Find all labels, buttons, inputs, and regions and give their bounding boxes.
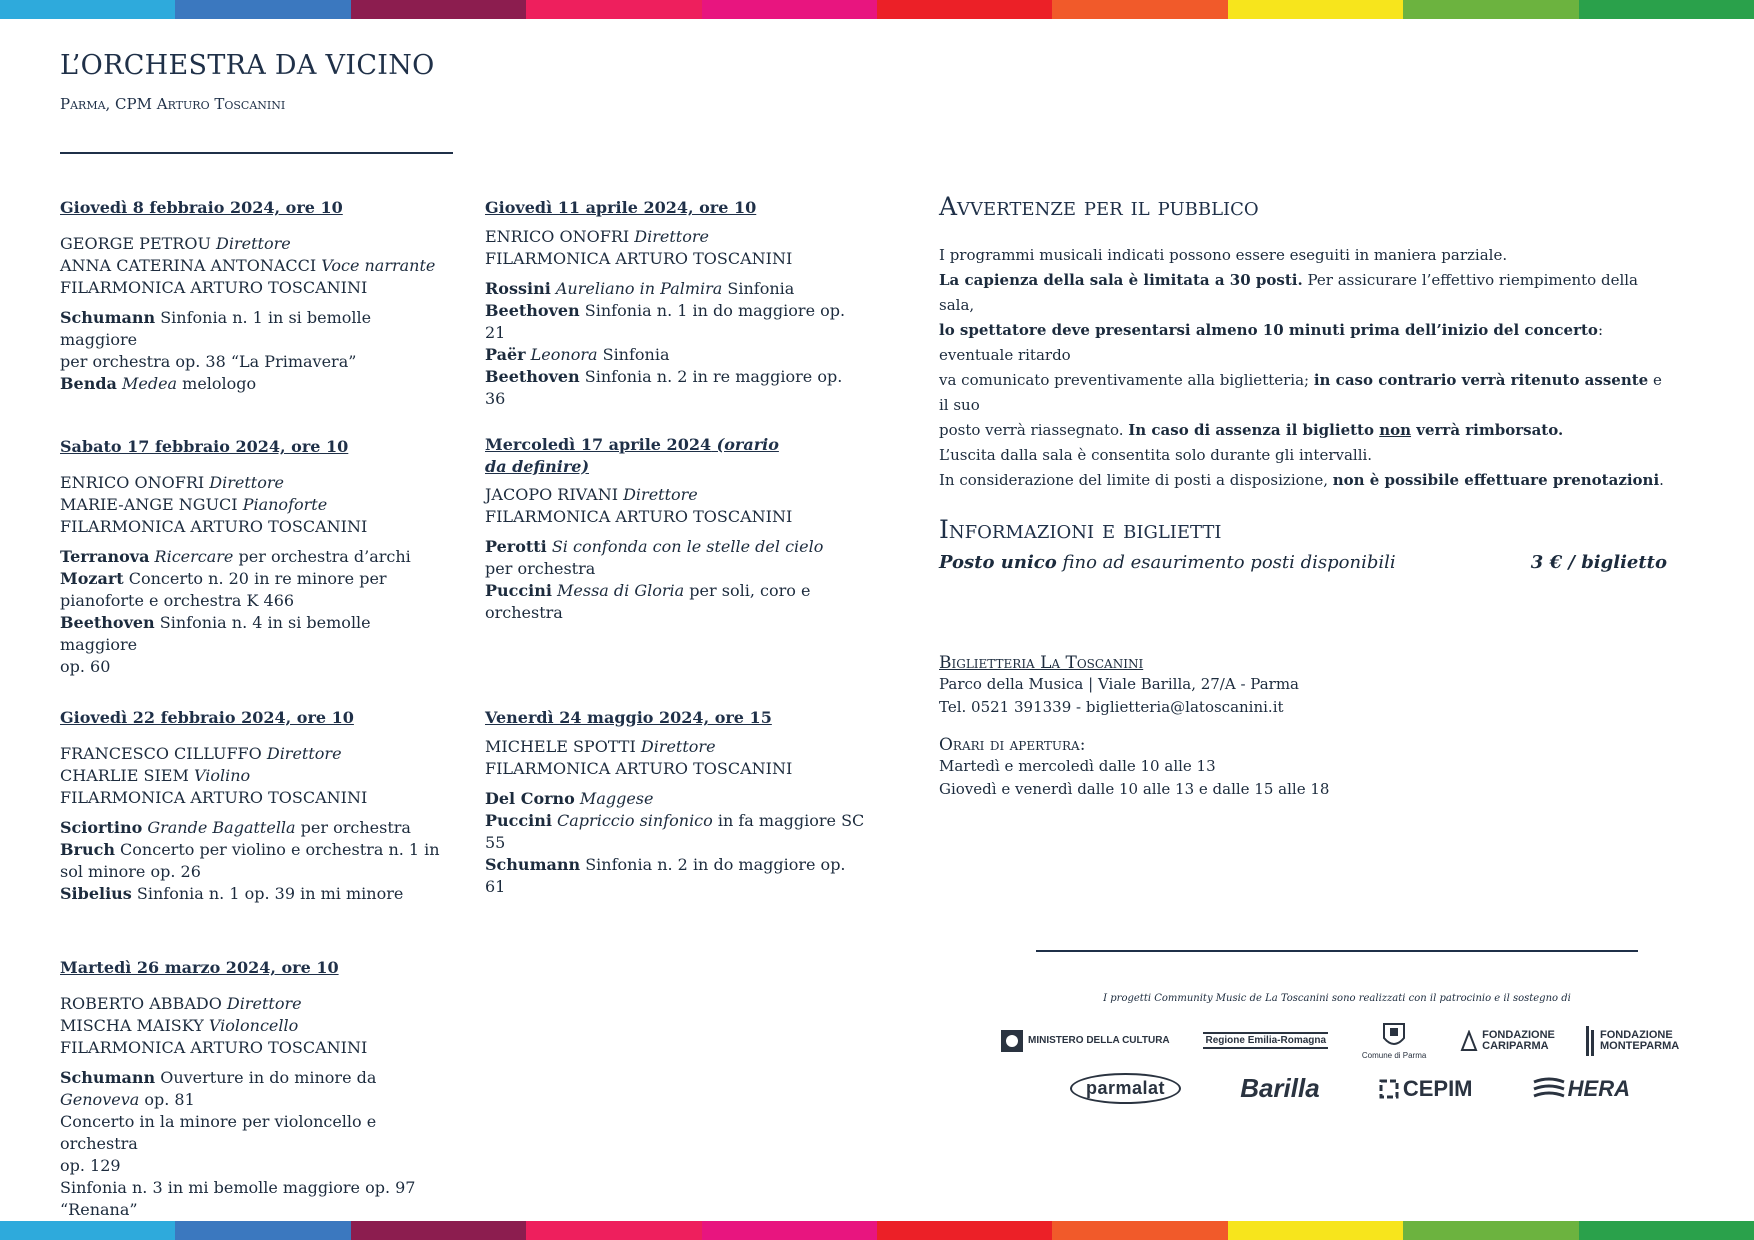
event-date: Giovedì 8 febbraio 2024, ore 10 (60, 198, 343, 217)
work-detail: orchestra (485, 603, 563, 622)
performer-name: FRANCESCO CILLUFFO (60, 744, 267, 763)
performer-name: FILARMONICA ARTURO TOSCANINI (60, 517, 368, 536)
performer-role: Direttore (226, 994, 302, 1013)
work-title: Leonora (525, 345, 598, 364)
program-line (60, 546, 440, 568)
stripe-segment (351, 1221, 526, 1240)
cariparma-mark-icon (1460, 1030, 1478, 1052)
work-detail: per orchestra op. 38 “La Primavera” (60, 352, 357, 371)
concert-event (60, 707, 440, 905)
performer-name: ROBERTO ABBADO (60, 994, 227, 1013)
event-date: Giovedì 22 febbraio 2024, ore 10 (60, 708, 354, 727)
performer-line (60, 255, 440, 277)
notice-line: In considerazione del limite di posti a disposizione, (939, 471, 1333, 489)
program-line (485, 854, 865, 898)
composer: Terranova (60, 547, 150, 566)
program-line (60, 351, 440, 373)
sponsor-logos-row-2 (1070, 1073, 1630, 1104)
program-line (60, 1089, 440, 1111)
performer-line (485, 226, 865, 248)
program-line (60, 839, 440, 861)
work-title: Ricercare (149, 547, 234, 566)
ticket-description (939, 552, 1396, 573)
performer-line (485, 736, 865, 758)
work-detail: Concerto per violino e orchestra n. 1 in (114, 840, 440, 859)
hera-waves-icon (1532, 1076, 1566, 1102)
composer: Puccini (485, 811, 552, 830)
work-detail: sol minore op. 26 (60, 862, 201, 881)
logo-text: CEPIM (1402, 1076, 1473, 1101)
fondazione-cariparma-logo (1460, 1028, 1555, 1052)
notice-line: posto verrà riassegnato. (939, 421, 1129, 439)
notice-text (939, 243, 1667, 493)
info-section (939, 515, 1667, 573)
composer: Sciortino (60, 818, 143, 837)
top-color-stripe (0, 0, 1754, 19)
work-detail: pianoforte e orchestra K 466 (60, 591, 295, 610)
work-detail: op. 129 (60, 1156, 121, 1175)
work-title: Maggese (574, 789, 654, 808)
performer-line (60, 233, 440, 255)
notice-line: I programmi musicali indicati possono essere eseguiti in maniera parziale. (939, 246, 1508, 264)
concert-event (60, 436, 440, 678)
performer-name: FILARMONICA ARTURO TOSCANINI (60, 1038, 368, 1057)
program-line (60, 656, 440, 678)
event-date: Sabato 17 febbraio 2024, ore 10 (60, 437, 349, 456)
work-detail: Concerto in la minore per violoncello e orchestra (60, 1112, 377, 1153)
event-date-text: Mercoledì 17 aprile 2024 (485, 435, 712, 454)
program-line (60, 590, 440, 612)
work-detail: Sinfonia n. 4 in si bemolle maggiore (60, 613, 371, 654)
performer-line (60, 277, 440, 299)
stripe-segment (702, 0, 877, 19)
concert-event (60, 197, 440, 395)
comune-parma-logo (1362, 1020, 1426, 1061)
work-detail: 21 (485, 323, 506, 342)
composer: Beethoven (60, 613, 155, 632)
sponsor-logos-row-1 (1000, 1020, 1680, 1061)
performer-line (60, 993, 440, 1015)
notice-bold: verrà rimborsato. (1411, 421, 1564, 439)
program-line (60, 612, 440, 656)
stripe-segment (0, 1221, 175, 1240)
performer-role: Violoncello (208, 1016, 299, 1035)
work-title: Aureliano in Palmira (550, 279, 723, 298)
work-title: Grande Bagattella (142, 818, 296, 837)
program-line (485, 580, 865, 602)
performer-name: FILARMONICA ARTURO TOSCANINI (485, 507, 793, 526)
work-title: Medea (116, 374, 178, 393)
performer-name: FILARMONICA ARTURO TOSCANINI (485, 759, 793, 778)
composer: Rossini (485, 279, 551, 298)
stripe-segment (1403, 1221, 1578, 1240)
notice-heading: Avvertenze per il pubblico (939, 192, 1259, 221)
performer-name: MICHELE SPOTTI (485, 737, 641, 756)
program-line (485, 810, 865, 832)
composer: Mozart (60, 569, 124, 588)
work-detail: Concerto n. 20 in re minore per (123, 569, 387, 588)
performer-name: ENRICO ONOFRI (60, 473, 210, 492)
performer-line (60, 494, 440, 516)
notice-line: e il suo (939, 371, 1662, 414)
work-detail: Ouverture in do minore da (155, 1068, 377, 1087)
performer-line (60, 743, 440, 765)
program-line (485, 366, 865, 410)
stripe-segment (877, 0, 1052, 19)
performer-role: Direttore (209, 473, 284, 492)
work-detail: per orchestra (295, 818, 411, 837)
program-line (485, 602, 865, 624)
box-office-contacts: Tel. 0521 391339 - biglietteria@latoscanini.it (939, 698, 1284, 716)
composer: Bruch (60, 840, 115, 859)
work-detail: “Renana” (60, 1200, 138, 1219)
stripe-segment (175, 0, 350, 19)
performer-role: Direttore (623, 485, 698, 504)
program-line (60, 568, 440, 590)
city-crest-icon (1381, 1020, 1407, 1050)
stripe-segment (351, 0, 526, 19)
program-line (60, 1155, 440, 1177)
notice-line: : eventuale ritardo (939, 321, 1604, 364)
performer-line (60, 1015, 440, 1037)
notice-line: . (1659, 471, 1664, 489)
stripe-segment (1403, 0, 1578, 19)
composer: Sibelius (60, 884, 132, 903)
program-line (60, 373, 440, 395)
logo-text: HERA (1567, 1076, 1630, 1101)
performer-name: ENRICO ONOFRI (485, 227, 635, 246)
composer: Paër (485, 345, 526, 364)
performer-name: GEORGE PETROU (60, 234, 217, 253)
performer-name: MISCHA MAISKY (60, 1016, 209, 1035)
notice-bold: lo spettatore deve presentarsi almeno 10 minuti prima dell’inizio del concerto (939, 321, 1598, 339)
cepim-mark-icon (1379, 1079, 1399, 1099)
hours-line: Giovedì e venerdì dalle 10 alle 13 e dalle 15 alle 18 (939, 780, 1330, 798)
work-detail: per soli, coro e (684, 581, 811, 600)
work-detail: Sinfonia n. 1 in do maggiore op. (579, 301, 846, 320)
program-line (60, 307, 440, 351)
stripe-segment (702, 1221, 877, 1240)
info-heading: Informazioni e biglietti (939, 515, 1222, 544)
event-date: Martedì 26 marzo 2024, ore 10 (60, 958, 339, 977)
stripe-segment (1228, 0, 1403, 19)
performer-name: FILARMONICA ARTURO TOSCANINI (60, 788, 368, 807)
program-line (485, 344, 865, 366)
composer: Benda (60, 374, 117, 393)
page-title: L’ORCHESTRA DA VICINO (60, 50, 435, 81)
performer-line (485, 506, 865, 528)
work-detail: Sinfonia (597, 345, 670, 364)
box-office-title: Biglietteria La Toscanini (939, 653, 1144, 673)
work-detail: per orchestra (485, 559, 596, 578)
divider (60, 152, 453, 154)
event-date (485, 434, 805, 478)
stripe-segment (1052, 1221, 1227, 1240)
work-detail: 55 (485, 833, 506, 852)
divider (1036, 950, 1638, 952)
work-title: Messa di Gloria (551, 581, 685, 600)
work-detail: op. 60 (60, 657, 111, 676)
program-line (60, 817, 440, 839)
ticket-bold: Posto unico (939, 552, 1057, 573)
notice-bold-underlined: non (1379, 421, 1412, 439)
monteparma-mark-icon (1586, 1026, 1596, 1056)
program-line (60, 1067, 440, 1089)
work-detail: in fa maggiore SC (712, 811, 865, 830)
program-line (485, 278, 865, 300)
notice-line: Per assicurare l’effettivo riempimento della sala, (939, 271, 1638, 314)
performer-line (485, 484, 865, 506)
ministry-emblem-icon (1000, 1029, 1024, 1053)
performer-line (60, 787, 440, 809)
program-line (485, 300, 865, 322)
program-line (60, 1199, 440, 1221)
composer: Perotti (485, 537, 547, 556)
notice-bold: in caso contrario verrà ritenuto assente (1313, 371, 1649, 389)
stripe-segment (175, 1221, 350, 1240)
hours-line: Martedì e mercoledì dalle 10 alle 13 (939, 757, 1216, 775)
event-date-note: (orario da definire) (485, 435, 779, 476)
concert-event (485, 197, 865, 410)
work-title: Genoveva (60, 1090, 140, 1109)
program-line (485, 536, 865, 558)
program-line (485, 558, 865, 580)
bottom-color-stripe (0, 1221, 1754, 1240)
work-detail: per orchestra d’archi (233, 547, 411, 566)
performer-name: JACOPO RIVANI (485, 485, 624, 504)
work-detail: Sinfonia n. 2 in do maggiore op. 61 (485, 855, 846, 896)
composer: Puccini (485, 581, 552, 600)
work-detail: op. 81 (139, 1090, 195, 1109)
stripe-segment (877, 1221, 1052, 1240)
ministero-cultura-logo (1000, 1029, 1170, 1053)
stripe-segment (1579, 1221, 1754, 1240)
performer-name: MARIE-ANGE NGUCI (60, 495, 243, 514)
performer-role: Direttore (216, 234, 291, 253)
ticket-rest: fino ad esaurimento posti disponibili (1056, 552, 1396, 573)
logo-text: MINISTERO DELLA CULTURA (1028, 1035, 1170, 1046)
stripe-segment (1052, 0, 1227, 19)
parmalat-logo: parmalat (1070, 1073, 1181, 1104)
notice-line: L’uscita dalla sala è consentita solo durante gli intervalli. (939, 446, 1373, 464)
performer-line (60, 1037, 440, 1059)
work-detail: Sinfonia n. 1 in si bemolle maggiore (60, 308, 372, 349)
performer-role: Direttore (634, 227, 709, 246)
program-line (60, 883, 440, 905)
event-date: Venerdì 24 maggio 2024, ore 15 (485, 708, 772, 727)
performer-line (60, 765, 440, 787)
concert-event (60, 957, 440, 1221)
performer-line (485, 758, 865, 780)
performer-role: Voce narrante (321, 256, 436, 275)
program-line (485, 322, 865, 344)
barilla-logo: Barilla (1240, 1073, 1320, 1103)
program-line (60, 1177, 440, 1199)
notice-bold: La capienza della sala è limitata a 30 posti. (939, 271, 1303, 289)
performer-name: CHARLIE SIEM (60, 766, 194, 785)
performer-name: FILARMONICA ARTURO TOSCANINI (485, 249, 793, 268)
performer-name: ANNA CATERINA ANTONACCI (60, 256, 322, 275)
composer: Schumann (485, 855, 581, 874)
composer: Beethoven (485, 301, 580, 320)
performer-line (60, 472, 440, 494)
stripe-segment (1228, 1221, 1403, 1240)
performer-role: Pianoforte (242, 495, 328, 514)
event-date: Giovedì 11 aprile 2024, ore 10 (485, 198, 757, 217)
composer: Beethoven (485, 367, 580, 386)
composer: Schumann (60, 1068, 156, 1087)
composer: Schumann (60, 308, 156, 327)
concert-event (485, 707, 865, 898)
logo-text: FONDAZIONE MONTEPARMA (1599, 1028, 1680, 1052)
program-line (485, 788, 865, 810)
sponsor-note: I progetti Community Music de La Toscanini sono realizzati con il patrocinio e il sostegno di (1103, 993, 1571, 1004)
program-line (60, 1111, 440, 1155)
page-subtitle: Parma, CPM Arturo Toscanini (60, 95, 286, 113)
performer-line (60, 516, 440, 538)
performer-role: Direttore (640, 737, 716, 756)
regione-logo: Regione Emilia-Romagna (1203, 1032, 1328, 1049)
fondazione-monteparma-logo (1586, 1026, 1680, 1056)
box-office-section (939, 653, 1667, 801)
box-office-address: Parco della Musica | Viale Barilla, 27/A - Parma (939, 675, 1299, 693)
work-detail: Sinfonia n. 3 in mi bemolle maggiore op. 97 (60, 1178, 416, 1197)
hera-logo (1532, 1076, 1630, 1102)
work-detail: Sinfonia n. 2 in re maggiore op. 36 (485, 367, 843, 408)
performer-role: Direttore (266, 744, 342, 763)
work-title: Capriccio sinfonico (551, 811, 713, 830)
ticket-price: 3 € / biglietto (1530, 552, 1667, 573)
stripe-segment (526, 0, 701, 19)
notice-line: va comunicato preventivamente alla biglietteria; (939, 371, 1314, 389)
stripe-segment (526, 1221, 701, 1240)
stripe-segment (0, 0, 175, 19)
notice-bold: non è possibile effettuare prenotazioni (1332, 471, 1660, 489)
work-title: Si confonda con le stelle del cielo (546, 537, 824, 556)
hours-title: Orari di apertura: (939, 735, 1086, 755)
performer-role: Violino (193, 766, 251, 785)
performer-name: FILARMONICA ARTURO TOSCANINI (60, 278, 368, 297)
work-detail: Sinfonia (722, 279, 795, 298)
notice-bold: In caso di assenza il biglietto (1128, 421, 1380, 439)
logo-text: FONDAZIONE CARIPARMA (1482, 1028, 1555, 1052)
notice-section (939, 192, 1667, 493)
ticket-row (939, 552, 1667, 573)
stripe-segment (1579, 0, 1754, 19)
concert-event (485, 434, 865, 624)
program-line (60, 861, 440, 883)
program-line (485, 832, 865, 854)
work-detail: melologo (177, 374, 257, 393)
work-detail: Sinfonia n. 1 op. 39 in mi minore (131, 884, 404, 903)
performer-line (485, 248, 865, 270)
cepim-logo (1379, 1076, 1473, 1101)
logo-text: Comune di Parma (1361, 1051, 1427, 1060)
composer: Del Corno (485, 789, 575, 808)
